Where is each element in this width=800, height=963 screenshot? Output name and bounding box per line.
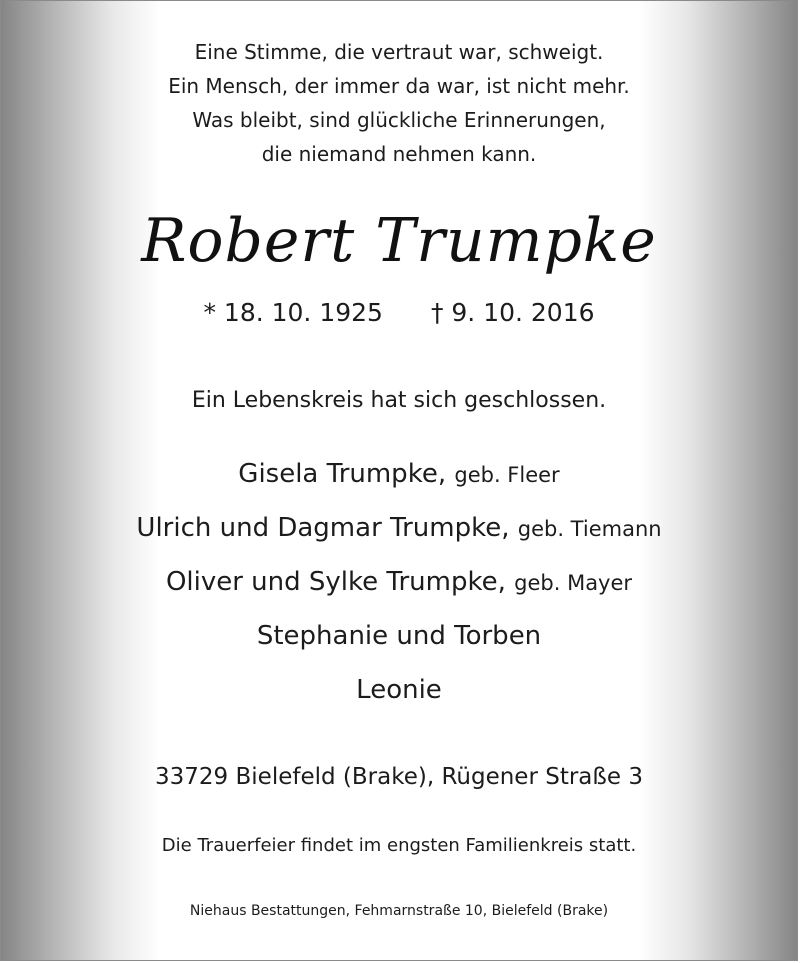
closing-line: Ein Lebenskreis hat sich geschlossen. bbox=[191, 388, 607, 413]
mourner-row bbox=[1, 555, 797, 609]
mourner-born-name: geb. Tiemann bbox=[517, 517, 662, 541]
undertaker-info: Niehaus Bestattungen, Fehmarnstraße 10, Bielefeld (Brake) bbox=[189, 903, 609, 919]
mourner-name: Leonie bbox=[356, 675, 442, 705]
mourners-list bbox=[1, 447, 797, 717]
deceased-name: Robert Trumpke bbox=[141, 206, 657, 276]
mourner-row bbox=[1, 501, 797, 555]
mourner-row bbox=[1, 447, 797, 501]
mourner-born-name: geb. Fleer bbox=[454, 463, 560, 487]
mourner-row bbox=[1, 609, 797, 663]
poem-line: Ein Mensch, der immer da war, ist nicht mehr. bbox=[168, 74, 630, 98]
family-address: 33729 Bielefeld (Brake), Rügener Straße 3 bbox=[155, 764, 643, 790]
mourner-name: Oliver und Sylke Trumpke, bbox=[165, 567, 506, 597]
poem-line: Was bleibt, sind glückliche Erinnerungen, bbox=[192, 108, 606, 132]
death-date: † 9. 10. 2016 bbox=[430, 298, 595, 327]
poem bbox=[1, 35, 797, 171]
birth-date: * 18. 10. 1925 bbox=[203, 298, 383, 327]
mourner-row bbox=[1, 663, 797, 717]
ceremony-note: Die Trauerfeier findet im engsten Familienkreis statt. bbox=[161, 835, 637, 856]
poem-line: Eine Stimme, die vertraut war, schweigt. bbox=[194, 40, 604, 64]
mourner-name: Stephanie und Torben bbox=[256, 621, 542, 651]
mourner-name: Gisela Trumpke, bbox=[238, 459, 447, 489]
poem-line: die niemand nehmen kann. bbox=[261, 142, 537, 166]
mourner-name: Ulrich und Dagmar Trumpke, bbox=[136, 513, 510, 543]
mourner-born-name: geb. Mayer bbox=[514, 571, 633, 595]
life-dates bbox=[1, 295, 797, 331]
